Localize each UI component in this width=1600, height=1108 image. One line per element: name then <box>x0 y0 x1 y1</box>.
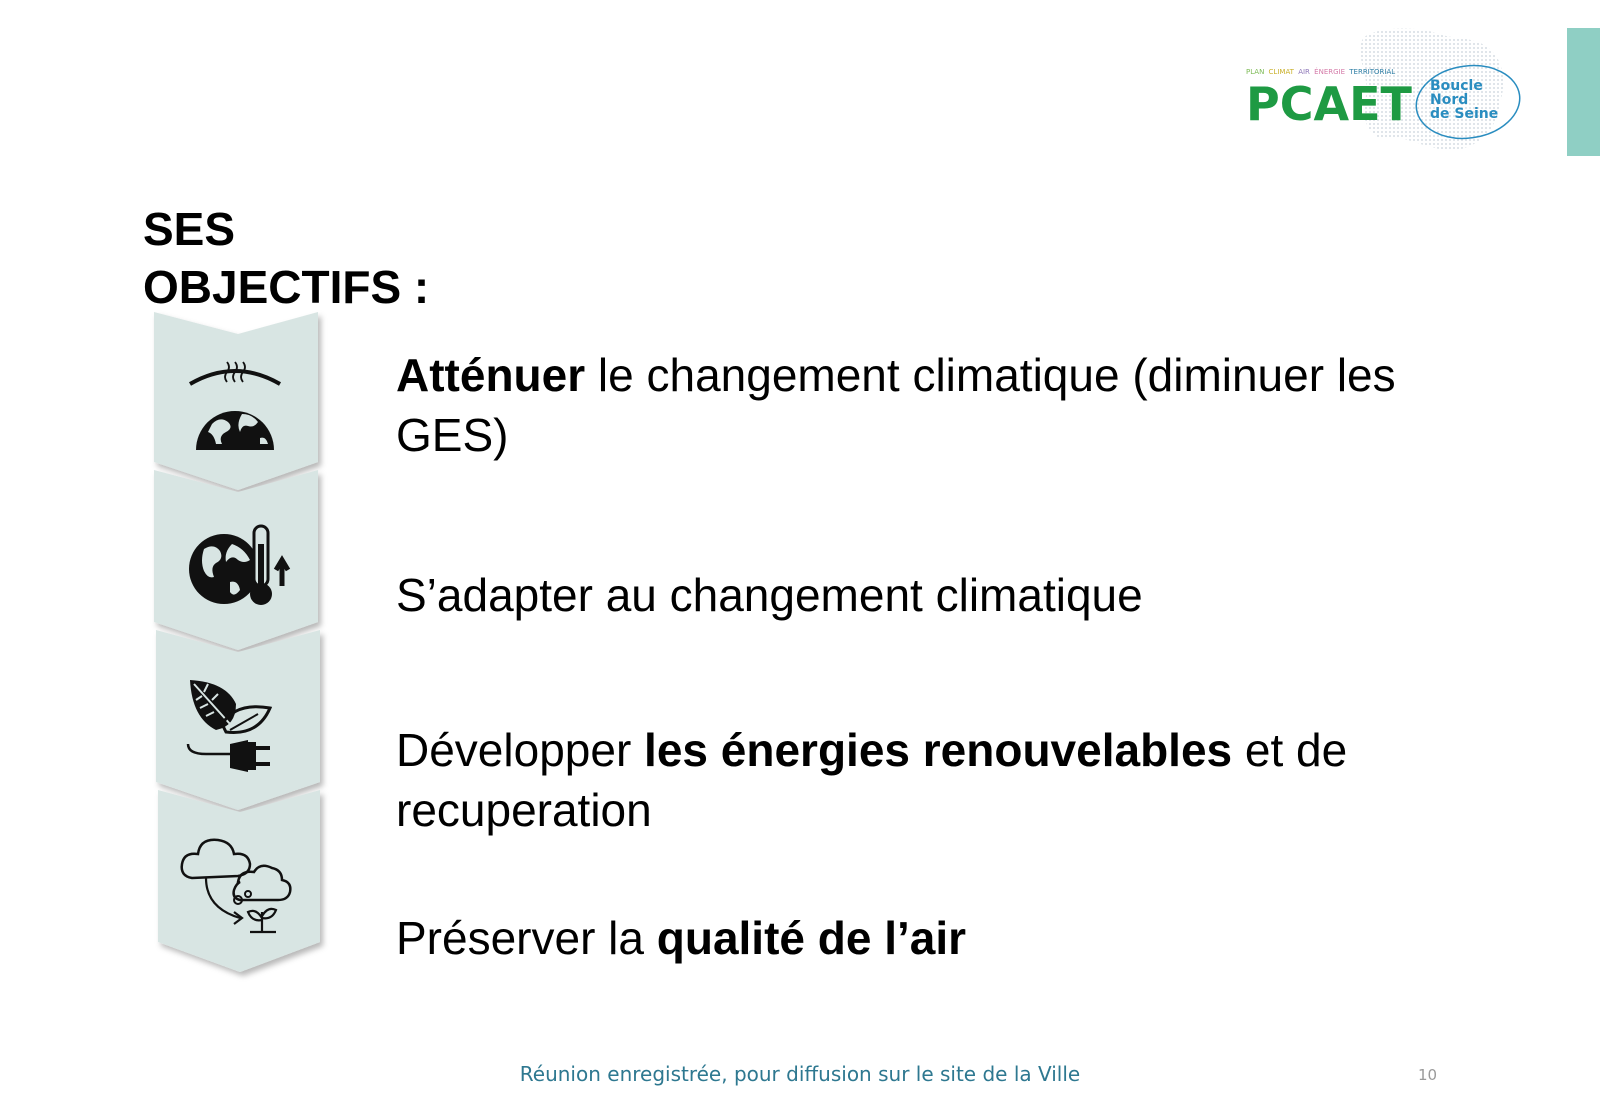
tagline-territorial: TERRITORIAL <box>1349 68 1396 76</box>
objective-1-text: le changement climatique (diminuer les GES) <box>396 349 1396 461</box>
objective-1-bold: Atténuer <box>396 349 586 401</box>
objective-4-bold: qualité de l’air <box>656 912 967 964</box>
chevron-3 <box>156 630 320 810</box>
pcaet-logo <box>1246 26 1538 158</box>
logo-name: PCAET <box>1246 77 1412 131</box>
objective-1 <box>396 345 1506 465</box>
tagline-energie: ÉNERGIE <box>1314 68 1346 76</box>
objective-3-bold: les énergies renouvelables <box>644 724 1233 776</box>
objective-4-text-before: Préserver la <box>396 912 657 964</box>
objective-3-text-before: Développer <box>396 724 645 776</box>
title-line-1: SES <box>143 203 236 255</box>
objective-3-text-after: et de recuperation <box>396 724 1348 836</box>
logo-territory-line-3: de Seine <box>1430 106 1499 122</box>
title-line-2: OBJECTIFS : <box>143 261 430 313</box>
objective-3 <box>396 720 1506 840</box>
footer-note: Réunion enregistrée, pour diffusion sur le site de la Ville <box>519 1062 1081 1086</box>
chevron-stack <box>148 312 328 992</box>
page-number: 10 <box>1418 1066 1438 1084</box>
objective-2 <box>396 565 1506 625</box>
logo-territory-line-2: Nord <box>1430 92 1469 108</box>
accent-bar <box>1567 28 1600 156</box>
objective-2-text: S’adapter au changement climatique <box>396 569 1143 621</box>
tagline-air: AIR <box>1298 68 1310 76</box>
chevron-1 <box>154 312 318 490</box>
logo-tagline <box>1246 67 1395 76</box>
logo-territory-line-1: Boucle <box>1430 78 1483 94</box>
tagline-plan: PLAN <box>1246 68 1265 76</box>
tagline-climat: CLIMAT <box>1268 68 1294 76</box>
page-title <box>143 200 429 316</box>
objective-4 <box>396 908 1506 968</box>
